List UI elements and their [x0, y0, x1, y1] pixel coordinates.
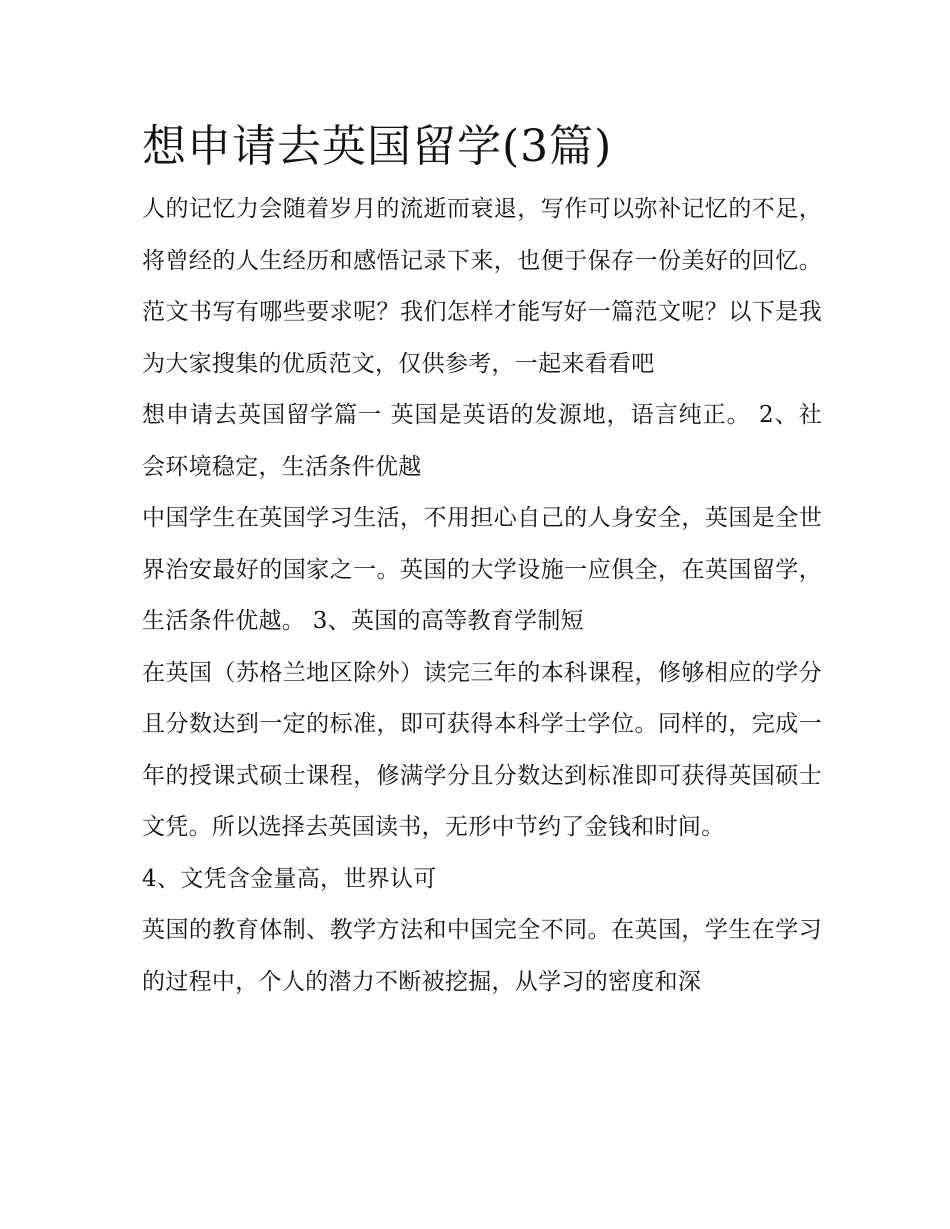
paragraph-short-program: 在英国（苏格兰地区除外）读完三年的本科课程，修够相应的学分且分数达到一定的标准，即可获得本科学士学位。同样的，完成一年的授课式硕士课程，修满学分且分数达到标准即可获得英国硕士文凭。所以选择去英国读书，无形中节约了金钱和时间。 [142, 659, 822, 840]
document-body [142, 110, 822, 1008]
document-title: 想申请去英国留学(3篇) [142, 121, 613, 172]
paragraph-intro: 人的记忆力会随着岁月的流逝而衰退，写作可以弥补记忆的不足，将曾经的人生经历和感悟记录下来，也便于保存一份美好的回忆。范文书写有哪些要求呢？我们怎样才能写好一篇范文呢？以下是我为大家搜集的优质范文，仅供参考，一起来看看吧 [142, 196, 822, 377]
paragraph-safety: 中国学生在英国学习生活，不用担心自己的人身安全，英国是全世界治安最好的国家之一。英国的大学设施一应俱全，在英国留学，生活条件优越。 3、英国的高等教育学制短 [142, 505, 822, 634]
paragraph-section-one: 想申请去英国留学篇一 英国是英语的发源地，语言纯正。 2、社会环境稳定，生活条件优越 [142, 402, 822, 480]
paragraph-heading-four: 4、文凭含金量高，世界认可 [142, 865, 437, 892]
paragraph-education-system: 英国的教育体制、教学方法和中国完全不同。在英国，学生在学习的过程中，个人的潜力不断被挖掘，从学习的密度和深 [142, 917, 822, 995]
